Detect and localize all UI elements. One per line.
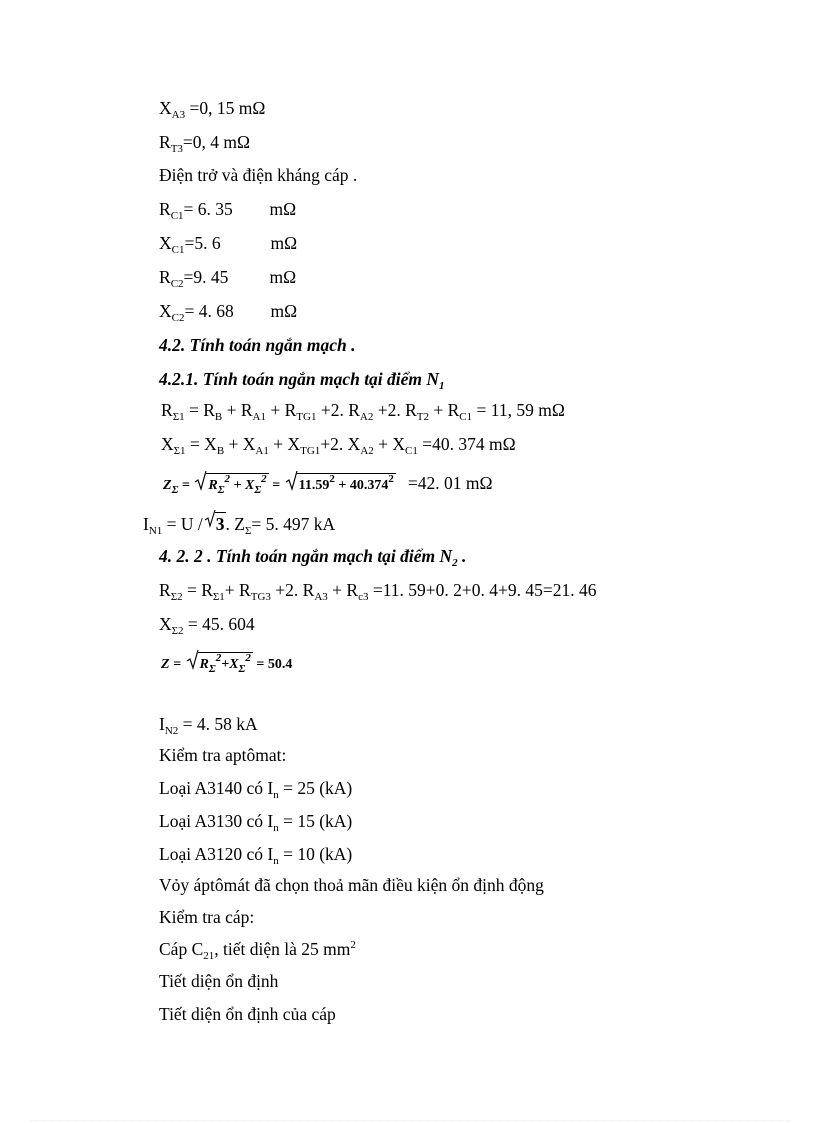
- heading-4-2-1: 4.2.1. Tính toán ngắn mạch tại điểm $N_1$: [159, 369, 445, 392]
- heading-4-2-2: 4. 2. 2 . Tính toán ngắn mạch tại điểm $N_2$ .: [159, 546, 467, 569]
- line-in1: $I_{N1} = U$ / 3. $Z_\Sigma= 5$. 497 kA: [143, 512, 335, 535]
- sqrt-symbol: 3: [205, 512, 226, 535]
- stable-section: Tiết diện ổn định: [159, 971, 279, 991]
- check-cable-title: Kiểm tra cáp:: [159, 907, 255, 927]
- check-breaker-title: Kiểm tra aptômat:: [159, 745, 287, 765]
- line-x-sigma1: $X_{\Sigma 1} = X_B + X_{A1} + X_{TG1}+2$. $X_{A2} + X_{C1} =40$. 374 mΩ: [161, 434, 516, 457]
- cable-c21: Cáp $C_{21}$, tiết diện là 25 $mm^2$: [159, 939, 356, 962]
- line-xa3: $X_{A3} =0$, 15 mΩ: [159, 98, 266, 121]
- line-rc1: $R_{C1}= 6$. 35 mΩ: [159, 199, 297, 222]
- breaker-conclusion: Vỏy áptômát đã chọn thoả mãn điều kiện ổn định động: [159, 875, 544, 895]
- formula-z-sigma2: Z = $R_\Sigma^2+X_\Sigma^2 = 50.4$: [161, 652, 293, 675]
- sqrt-symbol: $R_\Sigma^2 + X_\Sigma^2$: [195, 473, 268, 497]
- breaker-a3130: Loại A3130 có $I_n = 15$ (kA): [159, 811, 353, 834]
- line-xc1: $X_{C1}=5$. 6 mΩ: [159, 233, 298, 256]
- heading-4-2: 4.2. Tính toán ngắn mạch .: [159, 335, 356, 355]
- line-r-sigma2: $R_{\Sigma 2} = R_{\Sigma 1}+ R_{TG3} +2$. $R_{A3} + R_{c3} =11$. 59+0. 2+0. 4+9. 45=21. 46: [159, 580, 597, 603]
- line-x-sigma2: $X_{\Sigma 2} = 45$. 604: [159, 614, 255, 637]
- line-rt3: $R_{T3}=0$, 4 mΩ: [159, 132, 251, 155]
- sqrt-symbol: $R_\Sigma^2+X_\Sigma^2$: [187, 652, 253, 676]
- cable-resistance-title: Điện trở và điện kháng cáp .: [159, 165, 358, 185]
- formula-z-sigma1: $Z_\Sigma$ = $R_\Sigma^2 + X_\Sigma^2$ = $11.59^2 + 40.374^2 =42$. 01 mΩ: [163, 473, 493, 496]
- page-bottom-rule: [30, 1120, 790, 1121]
- sqrt-symbol: $11.59^2 + 40.374^2$: [286, 473, 396, 497]
- breaker-a3140: Loại A3140 có $I_n = 25$ (kA): [159, 778, 353, 801]
- breaker-a3120: Loại A3120 có $I_n = 10$ (kA): [159, 844, 353, 867]
- line-r-sigma1: $R_{\Sigma 1} = R_B + R_{A1} + R_{TG1} +2$. $R_{A2} +2$. $R_{T2} + R_{C1} = 11$, 59 mΩ: [161, 400, 565, 423]
- line-xc2: $X_{C2}= 4$. 68 mΩ: [159, 301, 298, 324]
- stable-section-cable: Tiết diện ổn định của cáp: [159, 1004, 336, 1024]
- line-rc2: $R_{C2}=9$. 45 mΩ: [159, 267, 297, 290]
- line-in2: $I_{N2} = 4$. 58 kA: [159, 714, 258, 737]
